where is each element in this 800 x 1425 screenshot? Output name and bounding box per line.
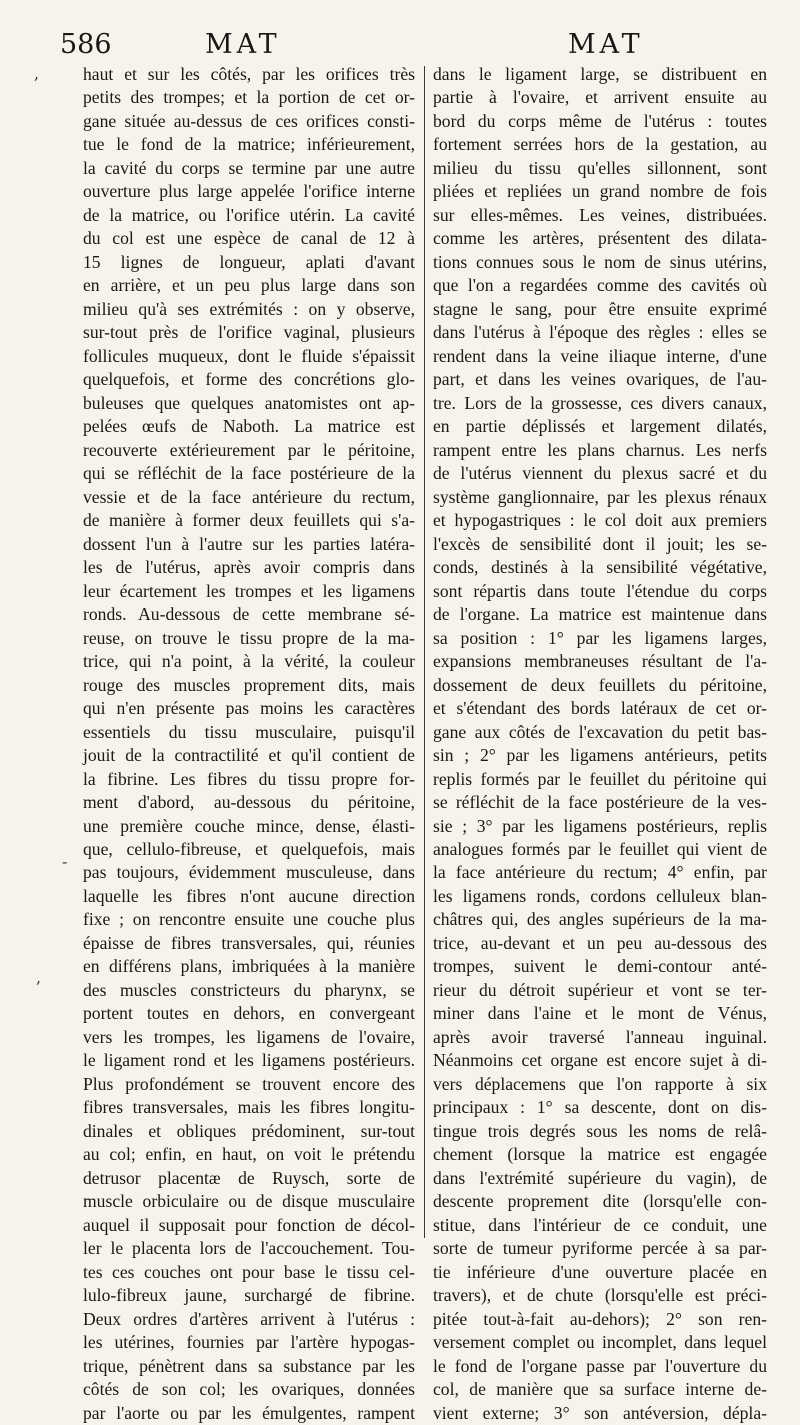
text-line: tre. Lors de la grossesse, ces divers canaux, bbox=[433, 392, 767, 413]
margin-dash-mark: - bbox=[62, 852, 68, 871]
text-line: la cavité du corps se termine par une autre bbox=[83, 157, 415, 178]
text-line: follicules muqueux, dont le fluide s'épaissit bbox=[83, 345, 415, 366]
text-line: tingue trois degrés sous les noms de relâ- bbox=[433, 1120, 767, 1141]
text-line: comme les artères, présentent des dilata- bbox=[433, 228, 767, 249]
text-line: haut et sur les côtés, par les orifices très bbox=[83, 64, 415, 84]
text-line: par l'aorte ou par les émulgentes, rampent bbox=[83, 1402, 415, 1423]
page-number: 586 bbox=[60, 29, 112, 60]
text-line: part, et dans les veines ovariques, de l'au- bbox=[433, 369, 767, 390]
text-line: chement (lorsque la matrice est engagée bbox=[433, 1144, 767, 1165]
text-line: gane située au-dessus de ces orifices consti- bbox=[83, 110, 415, 131]
text-line: leur écartement les trompes et les ligamens bbox=[83, 580, 415, 601]
text-line: vers les trompes, les ligamens de l'ovaire, bbox=[83, 1026, 415, 1047]
text-line: recouverte extérieurement par le péritoine, bbox=[83, 439, 415, 460]
text-line: essentiels du tissu musculaire, puisqu'il bbox=[83, 721, 415, 742]
text-line: 15 lignes de longueur, aplati d'avant bbox=[83, 251, 415, 272]
text-line: rieur du détroit supérieur et vont se ter- bbox=[433, 979, 767, 1000]
text-line: sa position : 1° par les ligamens larges, bbox=[433, 627, 767, 648]
text-line: les utérines, fournies par l'artère hypogas- bbox=[83, 1332, 415, 1353]
text-line: tie inférieure d'une ouverture placée en bbox=[433, 1261, 767, 1282]
text-line: muscle orbiculaire ou de disque musculaire bbox=[83, 1191, 415, 1212]
text-line: que, cellulo-fibreuse, et quelquefois, mais bbox=[83, 838, 415, 859]
text-line: côtés de son col; les ovariques, données bbox=[83, 1379, 415, 1400]
text-line: en différens plans, imbriquées à la manière bbox=[83, 956, 415, 977]
text-line: Plus profondément se trouvent encore des bbox=[83, 1073, 415, 1094]
text-line: pliées et repliées un grand nombre de fois bbox=[433, 181, 767, 202]
text-line: châtres qui, des angles supérieurs de la ma- bbox=[433, 909, 767, 930]
text-line: rampent entre les plans charnus. Les nerfs bbox=[433, 439, 767, 460]
text-line: ler le placenta lors de l'accouchement. Tou- bbox=[83, 1238, 415, 1259]
text-line: partie à l'ovaire, et arrivent ensuite au bbox=[433, 87, 767, 108]
text-line: travers), et de chute (lorsqu'elle est préci- bbox=[433, 1285, 767, 1306]
text-line: dans l'extrémité supérieure du vagin), de bbox=[433, 1167, 767, 1188]
text-line: tes ces couches ont pour base le tissu cel- bbox=[83, 1261, 415, 1282]
running-header bbox=[60, 28, 775, 64]
text-line: dossement de deux feuillets du péritoine, bbox=[433, 674, 767, 695]
text-line: ment d'abord, au-dessous du péritoine, bbox=[83, 792, 415, 813]
text-line: tue le fond de la matrice; inférieurement, bbox=[83, 134, 415, 155]
text-line: sin ; 2° par les ligamens antérieurs, petits bbox=[433, 745, 767, 766]
text-line: col, de manière que sa surface interne de- bbox=[433, 1379, 767, 1400]
text-line: conds, destinés à la sensibilité végétative, bbox=[433, 557, 767, 578]
text-line: la face antérieure du rectum; 4° enfin, par bbox=[433, 862, 767, 883]
text-line: jouit de la contractilité et qu'il contient de bbox=[83, 745, 415, 766]
text-line: vient externe; 3° son antéversion, dépla- bbox=[433, 1402, 767, 1423]
text-line: trompes, suivent le demi-contour anté- bbox=[433, 956, 767, 977]
text-line: vers déplacemens que l'on rapporte à six bbox=[433, 1073, 767, 1094]
text-line: stagne le sang, pour être ensuite exprimé bbox=[433, 298, 767, 319]
text-line: gane aux côtés de l'excavation du petit bas- bbox=[433, 721, 767, 742]
text-line: pelées œufs de Naboth. La matrice est bbox=[83, 416, 415, 437]
text-line: vessie et de la face antérieure du rectum, bbox=[83, 486, 415, 507]
text-line: une première couche mince, dense, élasti- bbox=[83, 815, 415, 836]
text-line: milieu qu'à ses extrémités : on y observe, bbox=[83, 298, 415, 319]
text-line: épaisse de fibres transversales, qui, réunies bbox=[83, 932, 415, 953]
text-line: dinales et obliques prédominent, sur-tout bbox=[83, 1120, 415, 1141]
text-line: sie ; 3° par les ligamens postérieurs, replis bbox=[433, 815, 767, 836]
text-line: sur elles-mêmes. Les veines, distribuées. bbox=[433, 204, 767, 225]
text-line: ronds. Au-dessous de cette membrane sé- bbox=[83, 604, 415, 625]
text-line: qui n'en présente pas moins les caractères bbox=[83, 698, 415, 719]
text-line: sorte de tumeur pyriforme percée à sa par- bbox=[433, 1238, 767, 1259]
text-line: et s'étendant des bords latéraux de cet or- bbox=[433, 698, 767, 719]
text-line: versement complet ou incomplet, dans lequel bbox=[433, 1332, 767, 1353]
text-line: rendent dans la veine iliaque interne, d'une bbox=[433, 345, 767, 366]
text-line: se réfléchit de la face postérieure de la ves- bbox=[433, 792, 767, 813]
left-text-column bbox=[83, 63, 415, 1425]
text-line: qui se réfléchit de la face postérieure de la bbox=[83, 463, 415, 484]
text-line: stitue, dans l'intérieur de ce conduit, une bbox=[433, 1214, 767, 1235]
text-line: quelquefois, et forme des concrétions glo- bbox=[83, 369, 415, 390]
margin-tick-mark: , bbox=[36, 968, 42, 987]
text-line: la fibrine. Les fibres du tissu propre for- bbox=[83, 768, 415, 789]
text-line: detrusor placentæ de Ruysch, sorte de bbox=[83, 1167, 415, 1188]
text-line: descente proprement dite (lorsqu'elle con- bbox=[433, 1191, 767, 1212]
text-line: principaux : 1° sa descente, dont on dis- bbox=[433, 1097, 767, 1118]
text-line: Deux ordres d'artères arrivent à l'utérus : bbox=[83, 1308, 415, 1329]
text-line: au col; enfin, en haut, on voit le prétendu bbox=[83, 1144, 415, 1165]
text-line: milieu du tissu qu'elles sillonnent, sont bbox=[433, 157, 767, 178]
text-line: dans le ligament large, se distribuent en bbox=[433, 64, 767, 84]
text-line: trice, au-devant et un peu au-dessous des bbox=[433, 932, 767, 953]
text-line: les ligamens ronds, cordons celluleux blan- bbox=[433, 885, 767, 906]
text-line: des muscles constricteurs du pharynx, se bbox=[83, 979, 415, 1000]
text-line: de l'utérus viennent du plexus sacré et du bbox=[433, 463, 767, 484]
text-line: et hypogastriques : le col doit aux premiers bbox=[433, 510, 767, 531]
text-line: que l'on a regardées comme des cavités où bbox=[433, 275, 767, 296]
text-line: système ganglionnaire, par les plexus rénaux bbox=[433, 486, 767, 507]
text-line: de manière à former deux feuillets qui s'a- bbox=[83, 510, 415, 531]
text-line: en arrière, et un peu plus large dans son bbox=[83, 275, 415, 296]
text-line: buleuses que quelques anatomistes ont ap- bbox=[83, 392, 415, 413]
margin-tick-mark: , bbox=[34, 64, 40, 83]
text-line: en partie déplissés et largement dilatés, bbox=[433, 416, 767, 437]
text-line: replis formés par le feuillet du péritoine qui bbox=[433, 768, 767, 789]
text-line: ouverture plus large appelée l'orifice interne bbox=[83, 181, 415, 202]
text-line: rouge des muscles proprement dits, mais bbox=[83, 674, 415, 695]
text-line: laquelle les fibres n'ont aucune direction bbox=[83, 885, 415, 906]
text-line: pas toujours, évidemment musculeuse, dans bbox=[83, 862, 415, 883]
text-line: Néanmoins cet organe est encore sujet à di- bbox=[433, 1050, 767, 1071]
text-line: fibres transversales, mais les fibres longitu- bbox=[83, 1097, 415, 1118]
text-line: pitée tout-à-fait au-dehors); 2° son ren- bbox=[433, 1308, 767, 1329]
text-line: trique, pénètrent dans sa substance par les bbox=[83, 1355, 415, 1376]
text-line: sont répartis dans toute l'étendue du corps bbox=[433, 580, 767, 601]
column-divider bbox=[424, 66, 425, 1238]
text-line: du col est une espèce de canal de 12 à bbox=[83, 228, 415, 249]
text-line: auquel il supposait pour fonction de décol- bbox=[83, 1214, 415, 1235]
text-line: le ligament rond et les ligamens postérieurs. bbox=[83, 1050, 415, 1071]
text-line: les de l'utérus, après avoir compris dans bbox=[83, 557, 415, 578]
text-line: après avoir traversé l'anneau inguinal. bbox=[433, 1026, 767, 1047]
text-line: de la matrice, ou l'orifice utérin. La cavité bbox=[83, 204, 415, 225]
text-line: reuse, on trouve le tissu propre de la ma- bbox=[83, 627, 415, 648]
text-line: dans l'utérus à l'époque des règles : elles se bbox=[433, 322, 767, 343]
text-line: fortement serrées hors de la gestation, au bbox=[433, 134, 767, 155]
text-line: tions connues sous le nom de sinus utérins, bbox=[433, 251, 767, 272]
text-line: le fond de l'organe passe par l'ouverture du bbox=[433, 1355, 767, 1376]
text-line: l'excès de sensibilité dont il jouit; les se- bbox=[433, 533, 767, 554]
text-line: analogues formés par le feuillet qui vient de bbox=[433, 838, 767, 859]
text-line: dossent l'un à l'autre sur les parties latéra- bbox=[83, 533, 415, 554]
text-line: de l'organe. La matrice est maintenue dans bbox=[433, 604, 767, 625]
left-running-title: MAT bbox=[205, 29, 281, 60]
text-line: lulo-fibreux jaune, surchargé de fibrine. bbox=[83, 1285, 415, 1306]
text-line: bord du corps même de l'utérus : toutes bbox=[433, 110, 767, 131]
text-line: sur-tout près de l'orifice vaginal, plusieurs bbox=[83, 322, 415, 343]
text-line: trice, qui n'a point, à la vérité, la couleur bbox=[83, 651, 415, 672]
right-running-title: MAT bbox=[568, 29, 644, 60]
text-line: fixe ; on rencontre ensuite une couche plus bbox=[83, 909, 415, 930]
right-text-column bbox=[433, 63, 767, 1425]
text-line: miner dans l'aine et le mont de Vénus, bbox=[433, 1003, 767, 1024]
text-line: petits des trompes; et la portion de cet or- bbox=[83, 87, 415, 108]
text-line: portent toutes en dehors, en convergeant bbox=[83, 1003, 415, 1024]
text-line: expansions membraneuses résultant de l'a- bbox=[433, 651, 767, 672]
